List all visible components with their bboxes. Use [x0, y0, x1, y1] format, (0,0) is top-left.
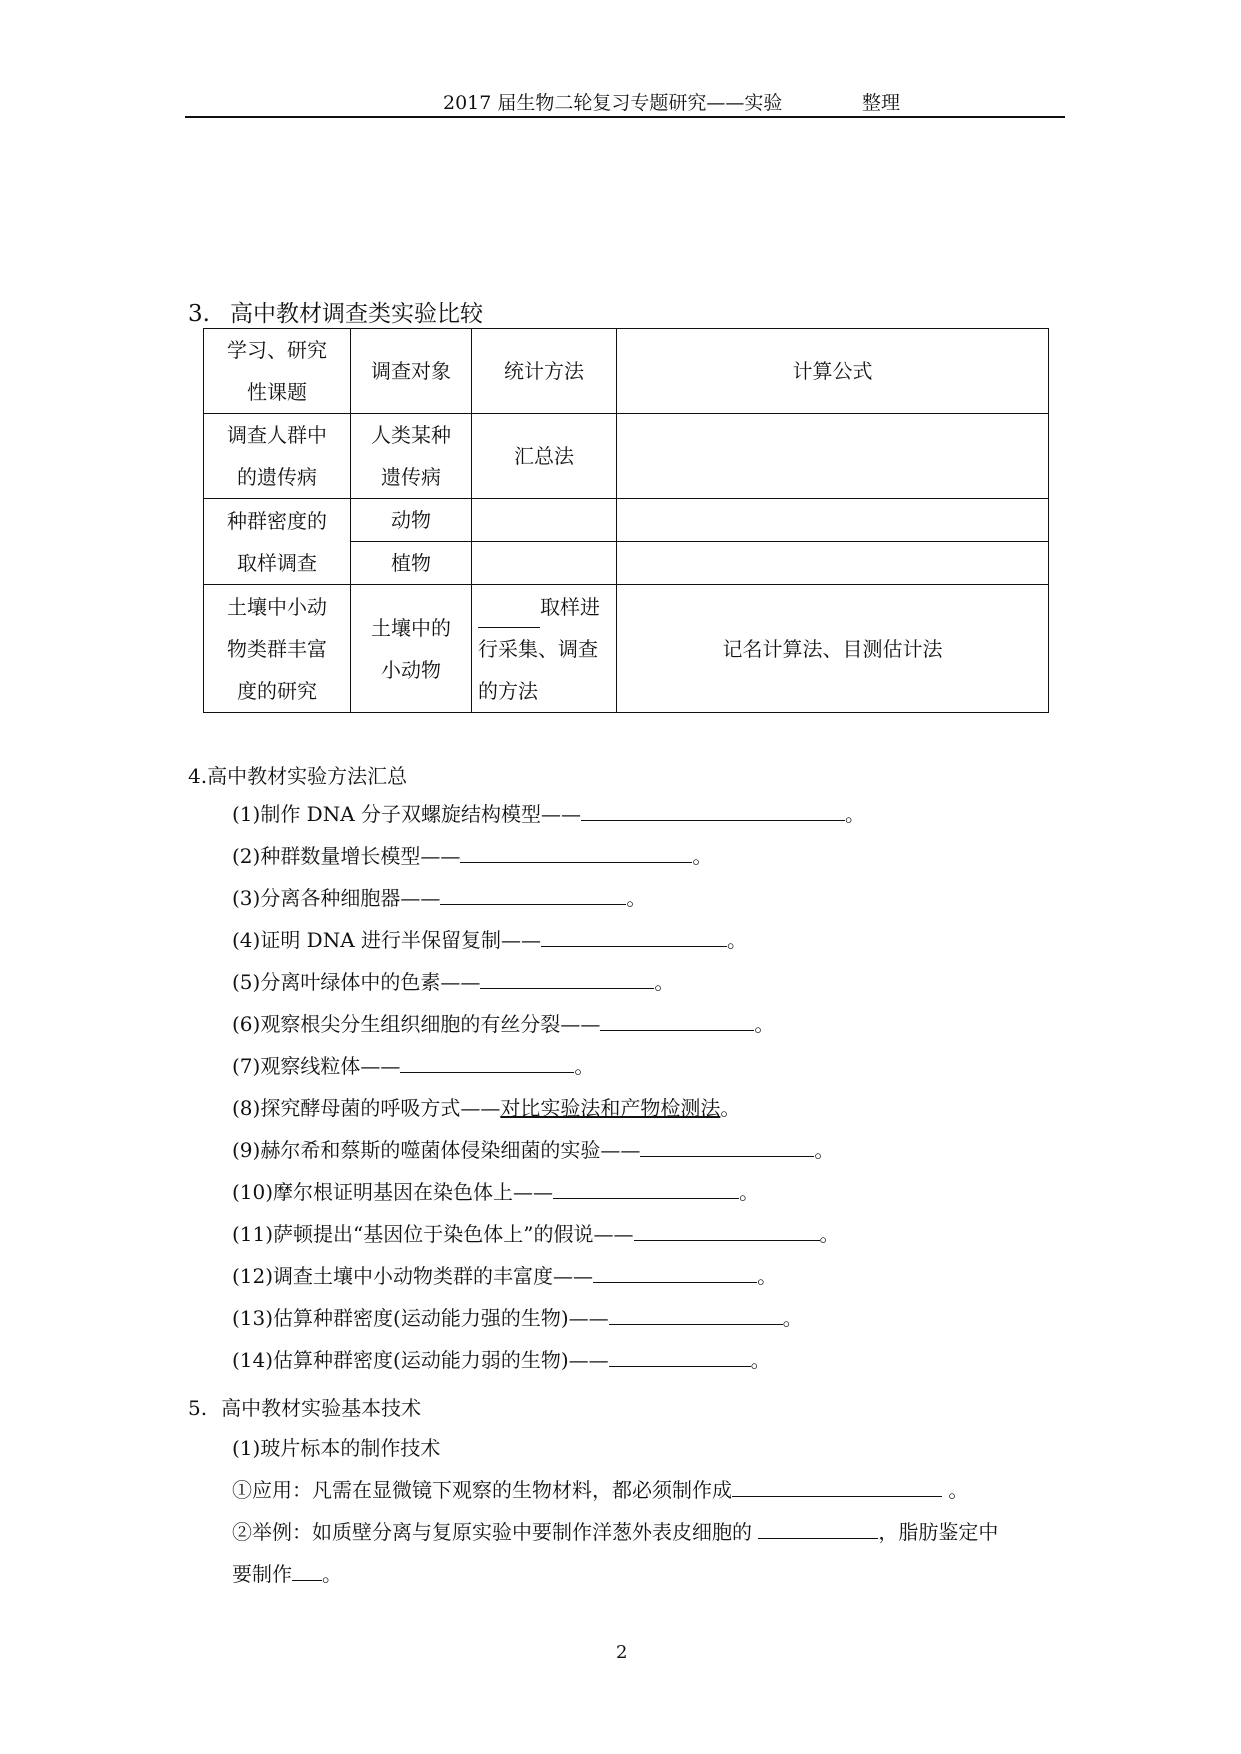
header-formula: 计算公式: [617, 329, 1049, 414]
method-item: [232, 1344, 771, 1373]
section3-title-text: 高中教材调查类实验比较: [229, 301, 483, 327]
method-item: [232, 840, 712, 869]
section4-title: 4.高中教材实验方法汇总: [188, 764, 408, 788]
apply-end: 。: [942, 1478, 969, 1502]
method-item: [232, 1260, 777, 1289]
fill-blank: [460, 842, 692, 863]
item-text: (7)观察线粒体——: [232, 1054, 401, 1078]
fill-blank: [553, 1178, 739, 1199]
header-topic-text: 学习、研究性课题: [227, 338, 327, 404]
header-right-label: 整理: [862, 92, 901, 114]
example-end: 。: [322, 1562, 342, 1586]
fill-blank: [593, 1262, 757, 1283]
cell-method: 汇总法: [472, 414, 617, 499]
method-item: [232, 966, 674, 995]
header-object: 调查对象: [351, 329, 472, 414]
method-item: [232, 924, 747, 953]
section5-sub1: (1)玻片标本的制作技术: [232, 1436, 441, 1460]
method-item: [232, 798, 865, 827]
fill-blank: [640, 1136, 814, 1157]
fill-blank: [600, 1010, 754, 1031]
fill-blank: [478, 597, 540, 628]
item-text: (2)种群数量增长模型——: [232, 844, 461, 868]
fill-blank: [758, 1518, 878, 1539]
method-item: [232, 1134, 834, 1163]
cell-object: 植物: [351, 542, 472, 585]
item-text: (10)摩尔根证明基因在染色体上——: [232, 1180, 554, 1204]
cell-formula: [617, 542, 1049, 585]
item-text: (14)估算种群密度(运动能力弱的生物)——: [232, 1348, 609, 1372]
example-text-c: 要制作: [232, 1562, 292, 1586]
example-text-b: ，脂肪鉴定中: [878, 1520, 999, 1544]
section5-title: [188, 1392, 421, 1421]
cell-topic-text: 调查人群中的遗传病: [227, 423, 327, 489]
item-period: 。: [757, 1264, 778, 1288]
apply-text: ①应用：凡需在显微镜下观察的生物材料，都必须制作成: [232, 1478, 732, 1502]
item-period: 。: [574, 1054, 595, 1078]
cell-topic-text: 种群密度的取样调查: [227, 508, 327, 575]
section5-apply: [232, 1474, 968, 1503]
cell-method: [472, 499, 617, 542]
section5-example-cont: [232, 1558, 342, 1587]
cell-topic: [204, 585, 351, 713]
item-text: (9)赫尔希和蔡斯的噬菌体侵染细菌的实验——: [232, 1138, 641, 1162]
page-number: 2: [616, 1642, 628, 1663]
item-period: 。: [750, 1348, 771, 1372]
fill-blank: [609, 1346, 751, 1367]
method-item: [232, 1050, 594, 1079]
method-item: [232, 1176, 759, 1205]
method-item: [232, 882, 646, 911]
item-period: 。: [754, 1012, 775, 1036]
cell-method: [472, 585, 617, 713]
page-header: [185, 88, 1065, 118]
item-period: 。: [720, 1096, 741, 1120]
item-text: (3)分离各种细胞器——: [232, 886, 441, 910]
item-period: 。: [654, 970, 675, 994]
cell-topic-text: 土壤中小动物类群丰富度的研究: [227, 594, 327, 703]
fill-blank: [634, 1220, 820, 1241]
section3-number: 3.: [188, 301, 210, 327]
cell-method: [472, 542, 617, 585]
cell-formula: [617, 499, 1049, 542]
fill-blank: [581, 800, 845, 821]
cell-object-text: 土壤中的小动物: [371, 615, 451, 682]
item-period: 。: [782, 1306, 803, 1330]
example-text-a: ②举例：如质壁分离与复原实验中要制作洋葱外表皮细胞的: [232, 1520, 752, 1544]
item-text: (11)萨顿提出“基因位于染色体上”的假说——: [232, 1222, 634, 1246]
fill-blank: [541, 926, 727, 947]
fill-blank: [732, 1476, 942, 1497]
fill-blank: [292, 1560, 322, 1581]
fill-blank: [609, 1304, 783, 1325]
cell-method-content: [478, 586, 610, 712]
table-row: [204, 414, 1049, 499]
item-period: 。: [692, 844, 713, 868]
item-answer: 对比实验法和产物检测法: [500, 1096, 721, 1120]
cell-method-text: 取样进行采集、调查的方法: [478, 594, 600, 703]
section5-example: [232, 1516, 998, 1545]
section5-number: 5.: [188, 1396, 208, 1420]
item-period: 。: [626, 886, 647, 910]
cell-object: 动物: [351, 499, 472, 542]
table-row: [204, 499, 1049, 542]
section5-title-text: 高中教材实验基本技术: [221, 1396, 422, 1420]
cell-formula: [617, 414, 1049, 499]
method-item: [232, 1092, 740, 1121]
header-title: 2017 届生物二轮复习专题研究——实验: [443, 92, 783, 114]
item-period: 。: [814, 1138, 835, 1162]
item-period: 。: [739, 1180, 760, 1204]
cell-object-text: 人类某种遗传病: [371, 423, 451, 489]
fill-blank: [400, 1052, 574, 1073]
cell-topic: [204, 499, 351, 585]
cell-formula: 记名计算法、目测估计法: [617, 585, 1049, 713]
item-period: 。: [819, 1222, 840, 1246]
method-item: [232, 1008, 774, 1037]
item-text: (12)调查土壤中小动物类群的丰富度——: [232, 1264, 594, 1288]
survey-comparison-table: [203, 328, 1049, 713]
item-text: (4)证明 DNA 进行半保留复制——: [232, 928, 542, 952]
cell-object: [351, 585, 472, 713]
method-item: [232, 1218, 840, 1247]
table-row: [204, 585, 1049, 713]
method-item: [232, 1302, 803, 1331]
item-text: (5)分离叶绿体中的色素——: [232, 970, 481, 994]
item-text: (13)估算种群密度(运动能力强的生物)——: [232, 1306, 609, 1330]
cell-object: [351, 414, 472, 499]
item-text: (8)探究酵母菌的呼吸方式——: [232, 1096, 501, 1120]
header-method: 统计方法: [472, 329, 617, 414]
fill-blank: [480, 968, 654, 989]
item-period: 。: [727, 928, 748, 952]
item-text: (6)观察根尖分生组织细胞的有丝分裂——: [232, 1012, 601, 1036]
cell-topic: [204, 414, 351, 499]
header-topic: [204, 329, 351, 414]
table-header-row: [204, 329, 1049, 414]
fill-blank: [440, 884, 626, 905]
item-period: 。: [845, 802, 866, 826]
section3-title: [188, 295, 483, 328]
item-text: (1)制作 DNA 分子双螺旋结构模型——: [232, 802, 582, 826]
